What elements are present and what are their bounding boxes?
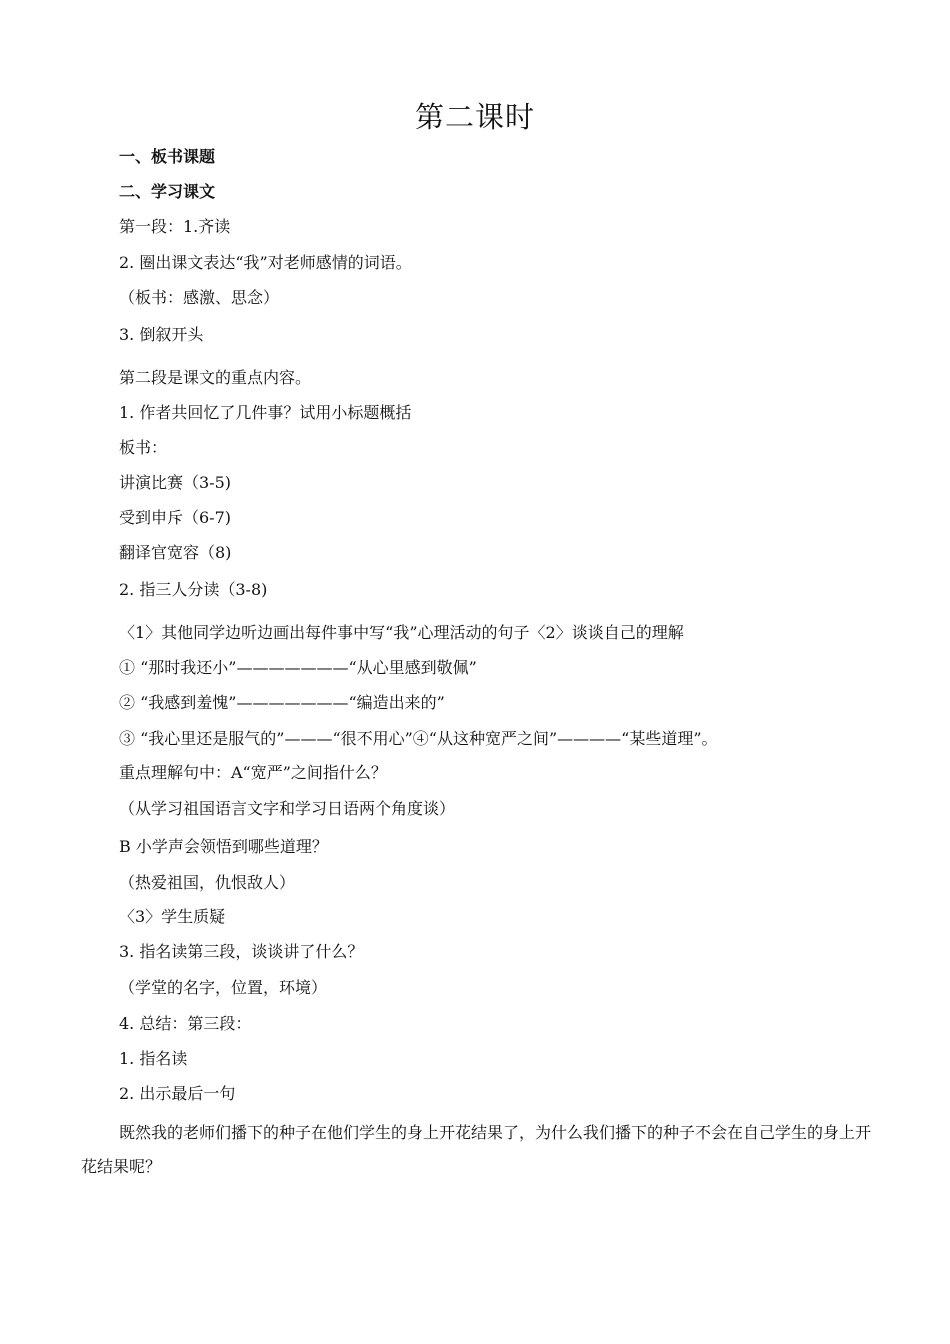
closing-paragraph: 既然我的老师们播下的种子在他们学生的身上开花结果了，为什么我们播下的种子不会在自己学生的身上开花结果呢？ [81,1123,872,1176]
line-flashback: 3. 倒叙开头 [119,325,204,344]
heading-study-text: 二、学习课文 [119,182,216,201]
line-section-one-read: 第一段：1.齐读 [119,217,231,236]
heading-blackboard-title: 一、板书课题 [119,147,216,166]
line-three-readers: 2. 指三人分读（3-8) [119,580,268,599]
line-summary: 4. 总结：第三段： [119,1014,252,1033]
line-sentence-two: ② “我感到羞愧”———————“编造出来的” [119,693,445,712]
line-two-angles: （从学习祖国语言文字和学习日语两个角度谈） [119,799,456,818]
line-blackboard-label: 板书： [119,438,168,457]
line-section-two: 第二段是课文的重点内容。 [119,368,312,387]
line-love-country: （热爱祖国，仇恨敌人） [119,873,296,892]
line-blackboard-gratitude: （板书：感激、思念） [119,288,280,307]
line-translator-tolerance: 翻译官宽容（8) [119,543,232,562]
line-recall-events: 1. 作者共回忆了几件事？试用小标题概括 [119,403,412,422]
line-listen-mark: 〈1〉其他同学边听边画出每件事中写“我”心理活动的句子〈2〉谈谈自己的理解 [119,623,684,642]
page-title: 第二课时 [414,100,535,134]
line-student-questions: 〈3〉学生质疑 [119,907,226,926]
line-named-reading: 1. 指名读 [119,1049,188,1068]
line-key-sentence: 重点理解句中：A“宽严”之间指什么？ [119,763,387,782]
line-reprimanded: 受到申斥（6-7) [119,508,232,527]
line-circle-words: 2. 圈出课文表达“我”对老师感情的词语。 [119,253,412,272]
line-speech-contest: 讲演比赛（3-5) [119,473,232,492]
line-school-details: （学堂的名字，位置，环境） [119,978,328,997]
line-last-sentence: 2. 出示最后一句 [119,1084,236,1103]
line-sentence-three: ③ “我心里还是服气的”———“很不用心”④“从这种宽严之间”————“某些道理”。 [119,729,718,748]
line-sentence-one: ① “那时我还小”———————“从心里感到敬佩” [119,658,477,677]
line-read-section-three: 3. 指名读第三段，谈谈讲了什么？ [119,942,364,961]
line-lessons: B 小学声会领悟到哪些道理？ [119,837,328,856]
